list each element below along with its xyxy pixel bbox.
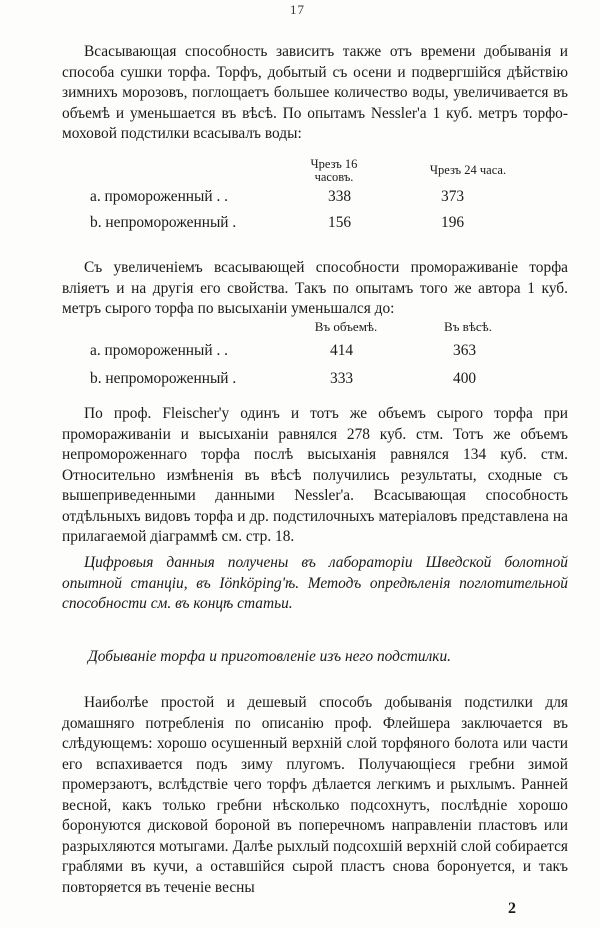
row-label: a. промороженный . . [90,342,229,359]
paragraph-text: По проф. Fleischer'у одинъ и тотъ же объемъ сырого торфа при промораживаніи и высыханіи равнялся 278 куб. стм. Тотъ же объемъ непромороженнаго торфа послѣ высыханія равнялся 134 куб. стм. Относительно измѣненія въ вѣсѣ получились результаты, сходные съ вышеприведенными данными Nessler'a. Всасывающая способность отдѣльныхъ видовъ торфа и др. подстилочныхъ матеріаловъ представлена на прилагаемой діаграммѣ см. стр. 18. [62,405,568,545]
paragraph-text: Всасывающая способность зависитъ также отъ времени добыванія и способа сушки торфа. Торфъ, добытый съ осени и подвергшійся дѣйствію зимнихъ морозовъ, поглощаетъ большее количество воды, увеличивается въ объемѣ и уменьшается въ вѣсѣ. По опытамъ Nessler'a 1 куб. метръ торфо-моховой подстилки всасывалъ воды: [62,43,568,142]
page-number-bottom: 2 [508,900,516,917]
table-1-col2-header: Чрезъ 24 часа. [429,163,507,177]
paragraph-lab-data [62,553,568,615]
row-value-16h: 156 [328,214,352,231]
row-value-weight: 363 [453,342,477,359]
table-2-col2-header: Въ вѣсѣ. [444,319,492,334]
row-value-weight: 400 [453,370,477,387]
table-row [90,214,510,236]
row-label: b. непромороженный . [90,370,237,387]
paragraph-freezing-effect [62,258,568,320]
table-2-col1-header: Въ объемѣ. [314,319,378,334]
row-label: a. промороженный . . [90,188,229,205]
row-value-volume: 333 [330,370,354,387]
table-row [90,188,510,210]
paragraph-absorption-time [62,42,568,145]
paragraph-fleischer-results [62,404,568,548]
paragraph-text: Цифровыя данныя получены въ лабораторіи Шведской болотной опытной станціи, въ Iönköping'ѣ. Методъ опредѣленія поглотительной способности см. въ концѣ статьи. [62,554,568,612]
table-row [90,370,510,392]
paragraph-text: Съ увеличеніемъ всасывающей способности промораживаніе торфа вліяетъ и на другія его свойства. Такъ по опытамъ того же автора 1 куб. метръ сырого торфа по высыханіи уменьшался до: [62,259,568,317]
paragraph-text: Наиболѣе простой и дешевый способъ добыванія подстилки для домашняго потребленія по описанію проф. Флейшера заключается въ слѣдующемъ: хорошо осушенный верхній слой торфяного болота или части его вспахивается подъ зиму плугомъ. Получающіеся гребни зимой промерзаютъ, вслѣдствіе чего торфъ дѣлается легкимъ и рыхлымъ. Ранней весной, какъ только гребни нѣсколько подсохнутъ, послѣдніе хорошо боронуются дисковой бороной въ поперечномъ направленіи пластовъ или разрыхляются мотыгами. Далѣе рыхлый подсохшій верхній слой собирается граблями въ кучи, а оставшійся сырой пластъ снова боронуется, и такъ повторяется въ теченіе весны [62,694,568,896]
page-number-top: 17 [290,2,305,17]
paragraph-extraction-method [62,693,568,898]
row-value-24h: 196 [441,214,465,231]
table-1-col1-header: Чрезъ 16 часовъ. [310,157,358,184]
row-value-16h: 338 [328,188,352,205]
row-value-24h: 373 [441,188,465,205]
row-value-volume: 414 [330,342,354,359]
table-row [90,342,510,364]
section-heading: Добываніе торфа и приготовленіе изъ него подстилки. [88,648,452,665]
row-label: b. непромороженный . [90,214,237,231]
